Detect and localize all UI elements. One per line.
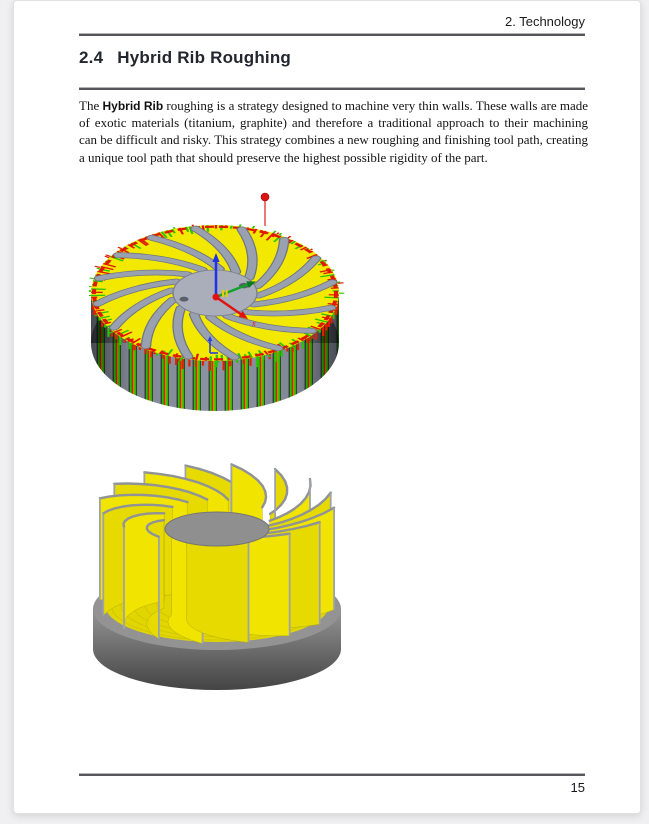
page-number: 15 <box>570 780 585 795</box>
figure-machined-part <box>89 453 349 693</box>
pdf-page <box>13 0 641 814</box>
paragraph-text: roughing is a strategy designed to machine very thin walls. These walls are made of exotic materials (titanium, graphite) and therefore a traditional approach to their machining can be difficult and risky. This strategy combines a new roughing and finishing tool path, creating a unique tool path that should preserve the highest possible rigidity of the part. <box>79 98 589 165</box>
section-rule <box>79 87 585 90</box>
section-heading <box>79 48 291 68</box>
bold-term: Hybrid Rib <box>102 99 164 113</box>
section-title: Hybrid Rib Roughing <box>117 48 292 67</box>
footer-rule <box>79 773 585 776</box>
paragraph-lead: The <box>79 98 103 113</box>
body-paragraph <box>79 97 588 166</box>
figure-stock-simulation <box>89 191 353 427</box>
header-rule <box>79 33 585 36</box>
svg-text:x: x <box>252 319 256 328</box>
section-number: 2.4 <box>79 48 104 67</box>
header-chapter-label: 2. Technology <box>505 14 585 29</box>
